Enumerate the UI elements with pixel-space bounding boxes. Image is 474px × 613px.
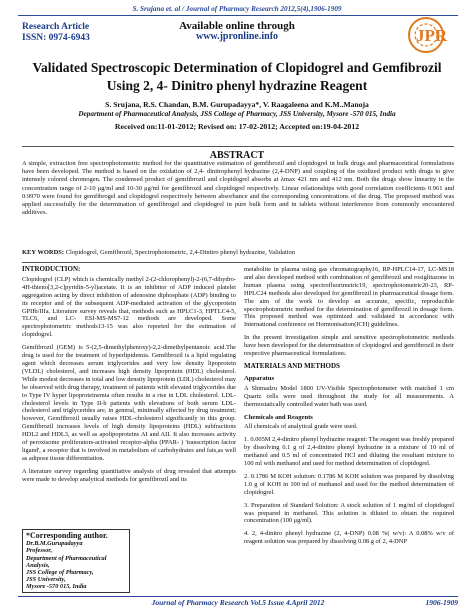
footer-rule bbox=[18, 596, 458, 597]
corresponding-department: Department of Pharmaceutical Analysis, bbox=[26, 554, 107, 569]
journal-url-link[interactable]: www.jpronline.info bbox=[195, 31, 279, 42]
corresponding-university: JSS University, bbox=[26, 576, 66, 584]
reagent-4: 4. 2, 4-dinitro phenyl hydrazine (2, 4-DNP) 0.08 %( w/v): A 0.08% w/v of reagent solution was prepared by dissolving 0.08 g of 2, 4-DNP bbox=[244, 530, 454, 546]
submission-dates: Received on:11-01-2012; Revised on: 17-02-2012; Accepted on:19-04-2012 bbox=[114, 122, 360, 131]
corresponding-author-title: *Corresponding author. bbox=[26, 531, 108, 540]
chemicals-heading: Chemicals and Reagents bbox=[244, 413, 313, 421]
apparatus-text: A Shimadzu Model 1800 UV-Visible Spectrophotometer with matched 1 cm Quartz cells were used throughout the study for all measurements. A thermostatically controlled water bath was used. bbox=[244, 384, 454, 408]
abstract-heading: ABSTRACT bbox=[209, 150, 265, 161]
right-column bbox=[244, 266, 454, 551]
intro-paragraph-3: A literature survey regarding quantitative analysis of drug revealed that attempts were made to develop analytical methods for gemfibrozil and its bbox=[22, 467, 236, 483]
affiliation: Department of Pharmaceutical Analysis, JSS College of Pharmacy, JSS University, Mysore -570 015, India bbox=[78, 110, 396, 118]
abstract-body: A simple, extraction free spectrophotometric method for the quantitative estimation of gemfibrozil and clopidogrel in bulk drugs and pharmaceutical formulations have been developed. The method is based on the oxidation of 2,4- dinitrophenyl hydrazine (2,4-DNP) and coupling of the oxidized product with drugs to give intensely colored chromogen. The condensed product of gemfibrozil and clopidogrel absorbs at λmax 421 nm and 412 nm. Both the drugs show linearity in the concentration range of 2-10 μg/ml and 10-30 μg/ml for gemfibrozil and clopidogrel respectively. Linear relationships with good correlation coefficients 0.961 and 0.9970 were found for gemfibrogel and clopidogrel respectively between absorbance and the corresponding concentrations of the drug. The proposed method was applied successfully for the determination of gemfibrogel and clopidogrel in pure bulk form and in tablets without interference from commonly encountered additives. bbox=[22, 160, 454, 217]
corresponding-author-box bbox=[22, 529, 130, 593]
intro-paragraph-1: Clopidogrel (CLP) which is chemically methyl 2-(2-chlorophenyl)-2-(6,7-dihydro-4H-thieno[3,2-c]pyridin-5-yl)acetate. It is an inhibitor of ADP induced platelet aggregation acting by direct inhibition of adenosine diphosphate (ADP) binding to its receptor and of the subsequent ADP-mediated activation of the glycoprotein GPIIb/IIIa. Literature survey reveals that, methods such as HPLC1-3, HPTLC4-5, TLC6, and LC- ESI-MS-MS7-12 methods are developed. Some spectrophotometric methods13-15 was also reported for the estimation of clopidogrel. bbox=[22, 275, 236, 339]
introduction-heading: INTRODUCTION: bbox=[22, 265, 81, 273]
right-paragraph-1: metabolite in plasma using gas chromatography16, RP-HPLC14-17, LC-MS18 and also developed method with combination of gemfibrozil and rosiglitazone in human plasma using spectrofluorimetric19, spectrophotometric20-23, RP-HPLC24 methods also developed for gemfibrozil in pharmaceutical dosage form. The aim of the work to develop an accurate, specific, reproducible spectrophotometric method for the determination of gemfibrozil in dosage form. This proposed method was optimized and validated in accordance with International conference on Hormonisation(ICH) guidelines. bbox=[244, 266, 454, 329]
keywords-bottom-rule bbox=[22, 262, 454, 263]
corresponding-college: JSS College of Pharmacy, bbox=[26, 569, 94, 577]
intro-paragraph-2: Gemfibrozil (GEM) is 5-(2,5-dimethylphenoxy)-2,2-dimethylpentanoic acid.The drug is used for the treatment of hyperlipidemia. Gemfibrozil is a lipid regulating agent which decreases serum triglycerides and very low density lipoprotein (VLDL) cholesterol, and increases high density lipoprotein (HDL) cholesterol. While modest decreases in total and low density lipoprotein (LDL) cholesterol may be observed with drug therapy, treatment of patients with elevated triglycerides due to Type IV hyper lipoproteinemia often results in a rise in LDL cholesterol. LDL-cholesterol levels in Type II-b patients with elevations of both serum LDL-cholesterol and triglycerides are, in general, minimally affected by drug treatment; however, Gemfibrozil usually raises HDL-cholesterol significantly in this group. Gemfibrozil increases levels of high density lipoproteins (HDL) subfractions HDL2 and HDL3, as well as apolipoproteins AI and AII. It also increases activity of peroxisome proliferators-activated receptor-alpha (PPAR- ) 'transcription factor ligand', a receptor that is involved in metabolism of carbohydrates and fats,as well as adipose tissue differentiation. bbox=[22, 344, 236, 462]
corresponding-name: Dr.B.M.Gurupadayya bbox=[26, 540, 83, 548]
issn-label: ISSN: 0974-6943 bbox=[22, 33, 90, 43]
reagent-2: 2. 0.1786 M KOH solution: 0.1786 M KOH solution was prepared by dissolving 1.0 g of KOH in 100 ml of methanol and used for the method determination of clopidogrel. bbox=[244, 472, 454, 496]
journal-logo bbox=[404, 14, 456, 56]
footer-journal-info: Journal of Pharmacy Research Vol.5 Issue 4.April 2012 bbox=[151, 598, 325, 607]
paper-title-line-2: Using 2, 4- Dinitro phenyl hydrazine Reagent bbox=[106, 78, 368, 93]
left-column bbox=[22, 266, 236, 489]
abstract-top-rule bbox=[22, 146, 454, 147]
chemicals-text: All chemicals of analytical grade were used. bbox=[244, 423, 358, 431]
materials-methods-heading: MATERIALS AND METHODS bbox=[244, 361, 340, 370]
keywords-label: KEY WORDS: bbox=[22, 249, 65, 256]
keywords-text: Clopidogrel, Gemfibrozil, Spectrophotometric, 2,4-Dinitro phenyl hydrazine, Validation bbox=[64, 249, 296, 256]
online-available-text: Available online through bbox=[179, 20, 295, 32]
keywords-line bbox=[22, 249, 454, 257]
article-type-label: Research Article bbox=[22, 22, 90, 32]
reagent-1: 1. 0.005M 2,4-dinitro phenyl hydrazine reagent: The reagent was freshly prepared by dissolving 0.1 g of 2,4-dinitro phenyl hydrazine in a mixture of 10 ml of methanol and 0.5 ml of concentrated HCl and diluting the resultant mixture to 100 ml with methanol and used for method determination of clopidogrel. bbox=[244, 436, 454, 468]
apparatus-heading: Apparatus bbox=[244, 374, 275, 382]
footer-page-range: 1906-1909 bbox=[425, 598, 458, 607]
corresponding-position: Professor, bbox=[26, 547, 53, 555]
reagent-3: 3. Preparation of Standard Solution: A stock solution of 1 mg/ml of clopidogrel was prepared in methanol. This solution is diluted to obtain the required concentration (100 μg/ml). bbox=[244, 501, 454, 525]
jpr-logo-icon bbox=[404, 14, 456, 56]
header-rule bbox=[18, 15, 458, 16]
journal-running-header: S. Srujana et. al / Journal of Pharmacy Research 2012,5(4),1906-1909 bbox=[132, 5, 342, 13]
author-list: S. Srujana, R.S. Chandan, B.M. Gurupadayya*, V. Raagaleena and K.M..Manoja bbox=[105, 100, 369, 109]
paper-title-line-1: Validated Spectroscopic Determination of Clopidogrel and Gemfibrozil bbox=[32, 60, 442, 75]
corresponding-city: Mysore -570 015, India bbox=[26, 583, 87, 591]
logo-text: JPR bbox=[416, 26, 448, 45]
right-paragraph-2: In the present investigation simple and sensitive spectrophotometric methods have been developed for the determination of clopidogrel and gemfibrozil in their respective pharmaceutical formulations. bbox=[244, 334, 454, 358]
